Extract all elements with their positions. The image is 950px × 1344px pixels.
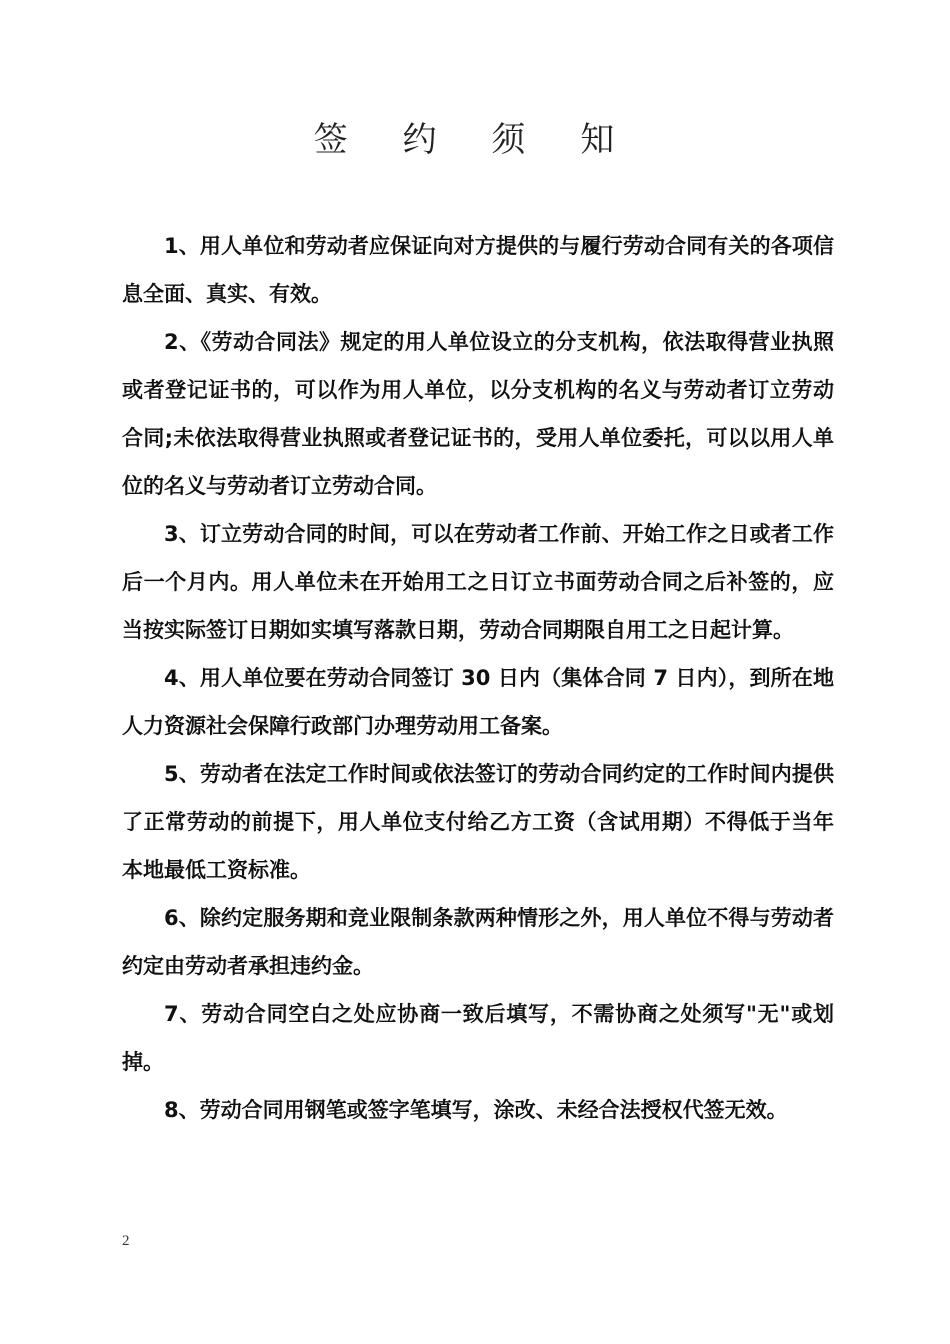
page-title: 签 约 须 知 [313,120,637,160]
notice-item-8: 8、劳动合同用钢笔或签字笔填写，涂改、未经合法授权代签无效。 [164,1098,788,1122]
notice-item-5: 5、劳动者在法定工作时间或依法签订的劳动合同约定的工作时间内提供了正常劳动的前提下，用人单位支付给乙方工资（含试用期）不得低于当年本地最低工资标准。 [122,762,834,882]
notice-item-2: 2、《劳动合同法》规定的用人单位设立的分支机构，依法取得营业执照或者登记证书的，可以作为用人单位，以分支机构的名义与劳动者订立劳动合同;未依法取得营业执照或者登记证书的，受用人单位委托，可以以用人单位的名义与劳动者订立劳动合同。 [122,330,834,498]
notice-item-7: 7、劳动合同空白之处应协商一致后填写，不需协商之处须写"无"或划掉。 [122,1002,834,1074]
notice-list [122,222,834,1134]
notice-item-3: 3、订立劳动合同的时间，可以在劳动者工作前、开始工作之日或者工作后一个月内。用人单位未在开始用工之日订立书面劳动合同之后补签的，应当按实际签订日期如实填写落款日期，劳动合同期限自用工之日起计算。 [122,522,834,642]
notice-item-1: 1、用人单位和劳动者应保证向对方提供的与履行劳动合同有关的各项信息全面、真实、有效。 [122,234,834,306]
notice-item-6: 6、除约定服务期和竞业限制条款两种情形之外，用人单位不得与劳动者约定由劳动者承担违约金。 [122,906,834,978]
notice-item-4: 4、用人单位要在劳动合同签订 30 日内（集体合同 7 日内），到所在地人力资源社会保障行政部门办理劳动用工备案。 [122,666,834,738]
page-number: 2 [122,1233,130,1249]
